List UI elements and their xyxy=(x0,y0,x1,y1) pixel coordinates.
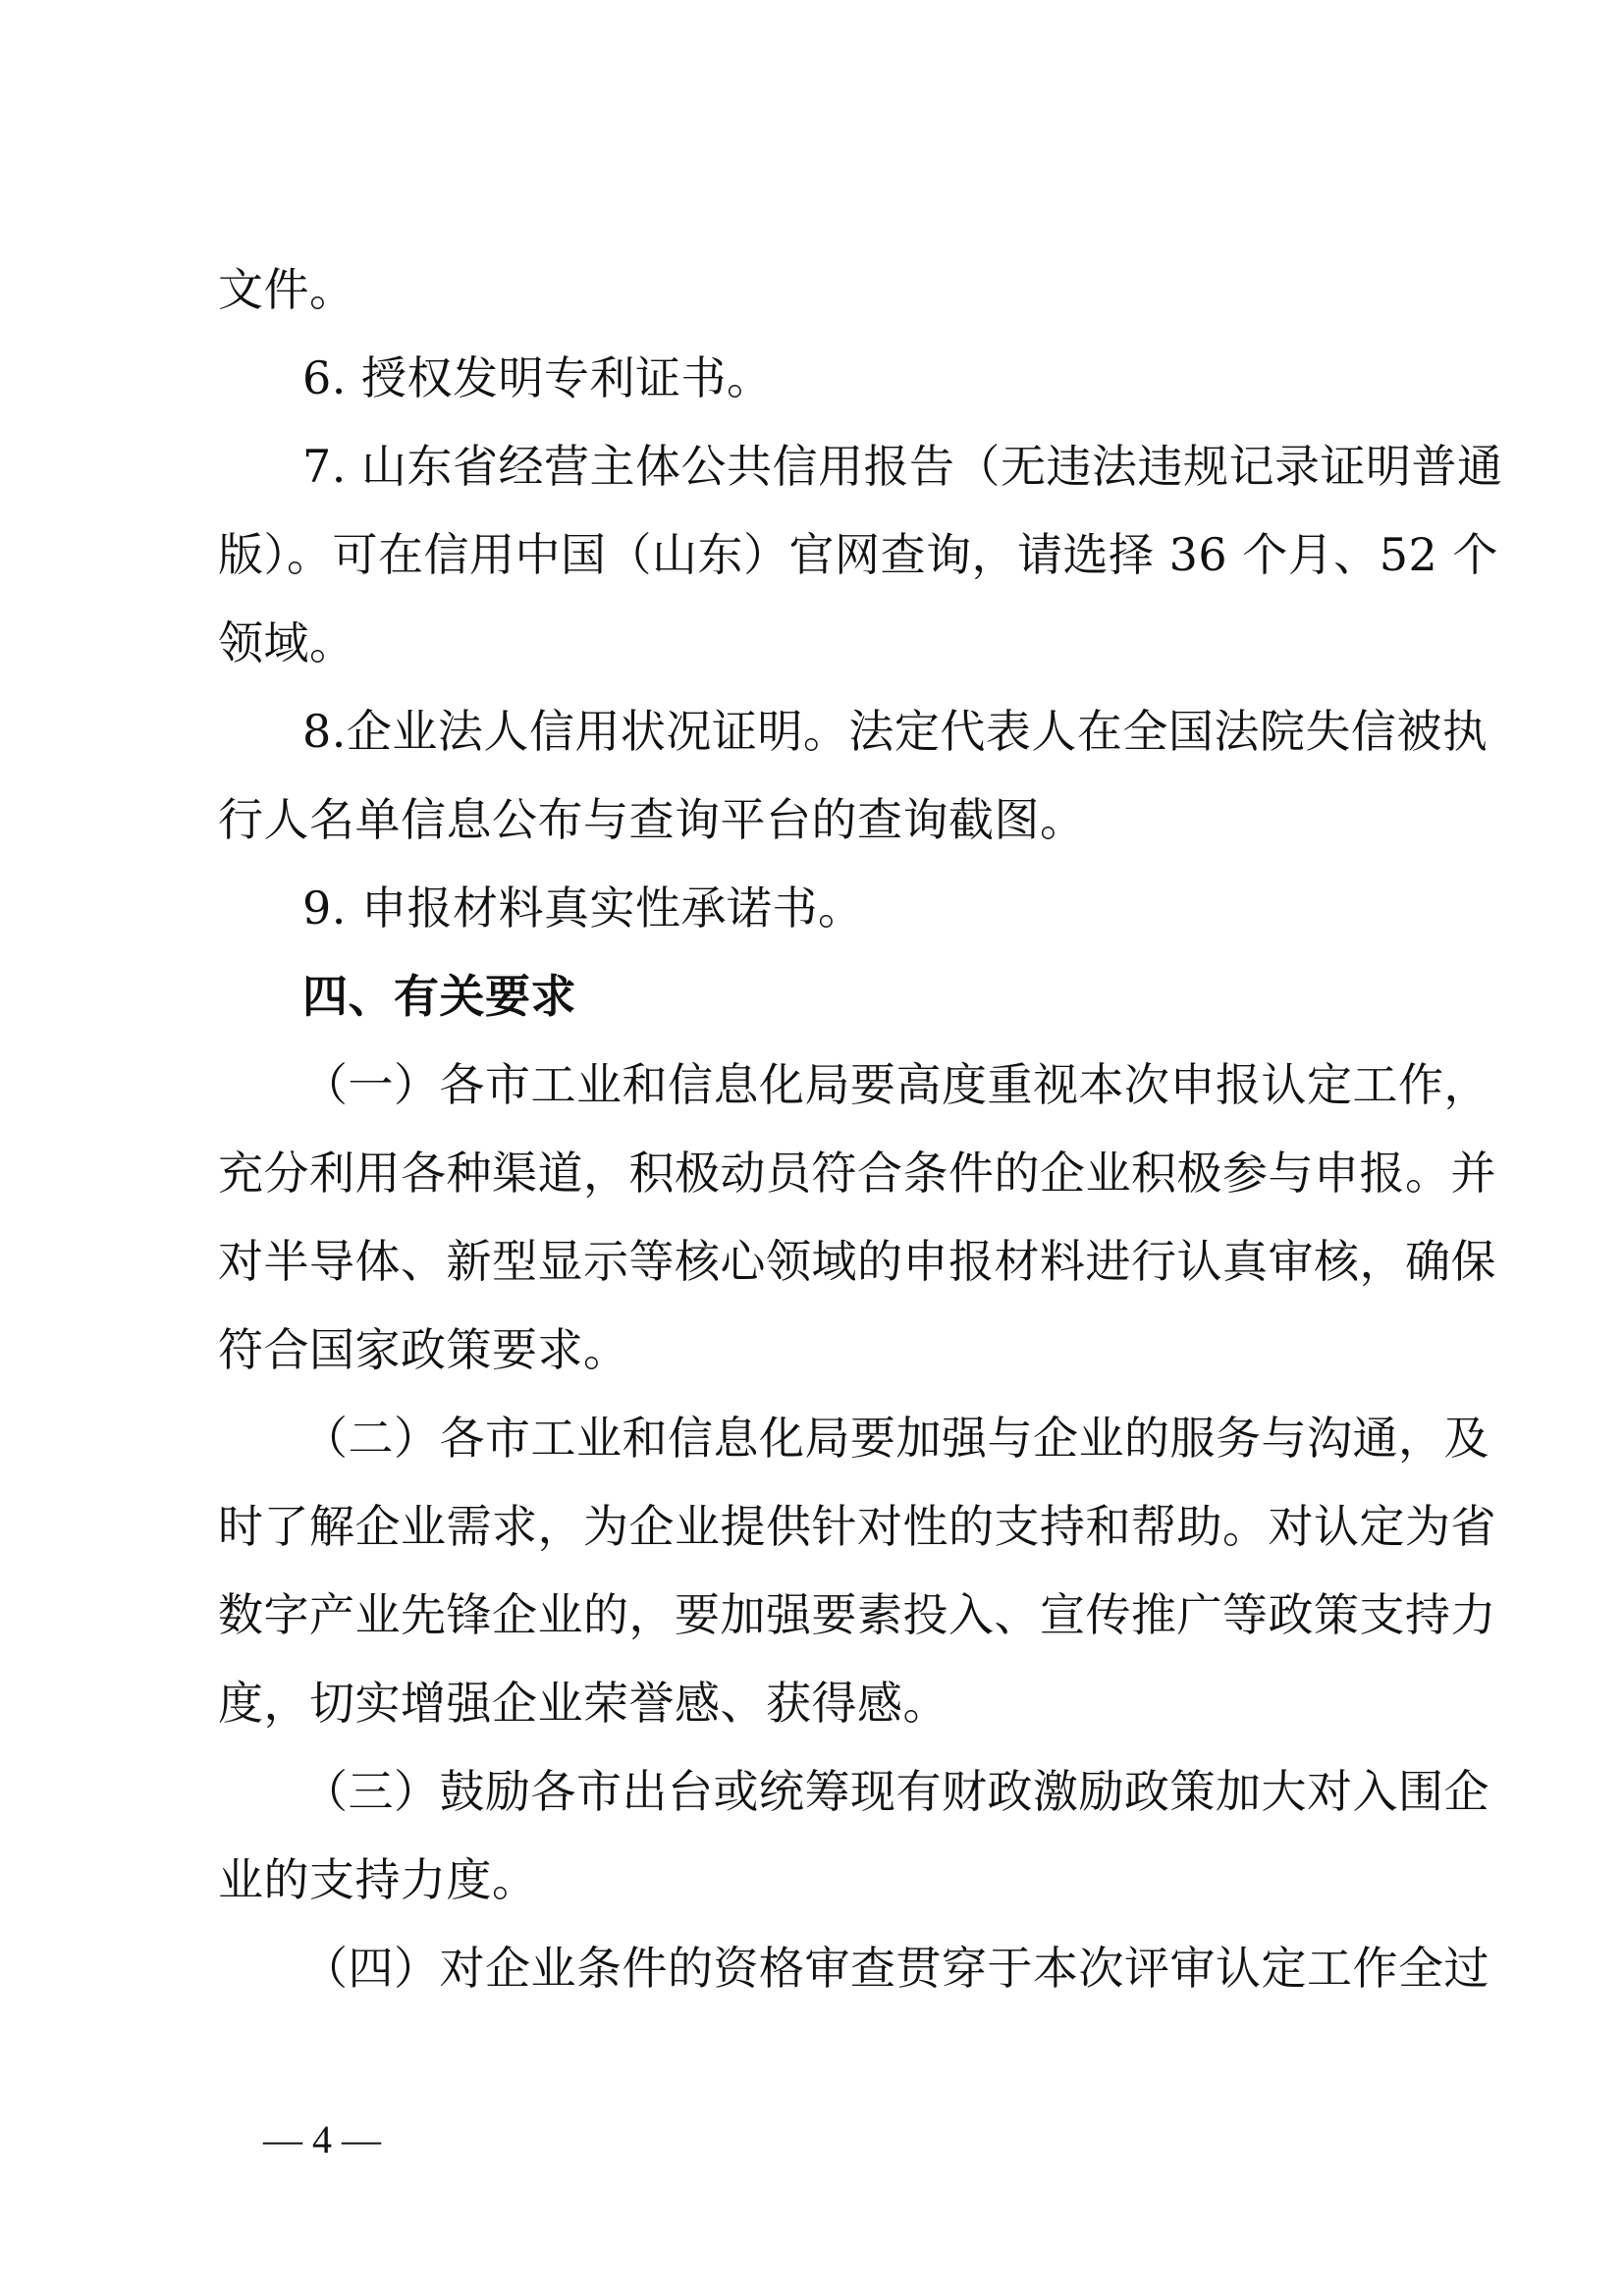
text-line-1: 文件。 xyxy=(218,263,355,316)
section-heading: 四、有关要求 xyxy=(302,970,576,1023)
list-item-6: 6. 授权发明专利证书。 xyxy=(302,351,773,404)
text-line-5: 领域。 xyxy=(218,616,355,669)
text-line-4: 版）。可在信用中国（山东）官网查询，请选择 36 个月、52 个 xyxy=(218,528,1498,581)
paragraph-3-line-1: （三）鼓励各市出台或统筹现有财政激励政策加大对入围企 xyxy=(302,1765,1489,1818)
paragraph-1-line-1: （一）各市工业和信息化局要高度重视本次申报认定工作， xyxy=(302,1058,1489,1111)
list-item-9: 9. 申报材料真实性承诺书。 xyxy=(302,881,864,934)
paragraph-1-line-3: 对半导体、新型显示等核心领域的申报材料进行认真审核，确保 xyxy=(218,1235,1496,1288)
paragraph-2-line-3: 数字产业先锋企业的，要加强要素投入、宣传推广等政策支持力 xyxy=(218,1588,1496,1641)
paragraph-4-line-1: （四）对企业条件的资格审查贯穿于本次评审认定工作全过 xyxy=(302,1942,1489,1995)
list-item-7: 7. 山东省经营主体公共信用报告（无违法违规记录证明普通 xyxy=(302,440,1503,493)
paragraph-1-line-4: 符合国家政策要求。 xyxy=(218,1323,629,1376)
page-number: — 4 — xyxy=(263,2117,381,2162)
paragraph-1-line-2: 充分利用各种渠道，积极动员符合条件的企业积极参与申报。并 xyxy=(218,1147,1496,1200)
paragraph-2-line-4: 度，切实增强企业荣誉感、获得感。 xyxy=(218,1677,948,1730)
list-item-8: 8.企业法人信用状况证明。法定代表人在全国法院失信被执 xyxy=(302,705,1489,758)
paragraph-2-line-1: （二）各市工业和信息化局要加强与企业的服务与沟通，及 xyxy=(302,1412,1489,1465)
text-line-7: 行人名单信息公布与查询平台的查询截图。 xyxy=(218,793,1086,846)
paragraph-3-line-2: 业的支持力度。 xyxy=(218,1853,538,1906)
paragraph-2-line-2: 时了解企业需求，为企业提供针对性的支持和帮助。对认定为省 xyxy=(218,1500,1496,1553)
